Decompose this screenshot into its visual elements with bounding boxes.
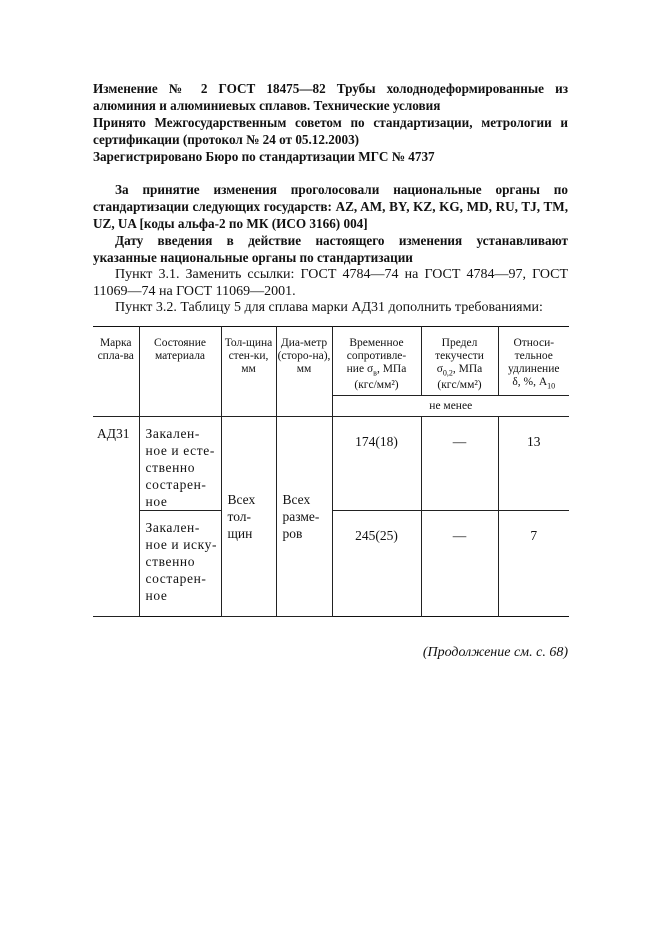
header-condition: Состояние материала	[139, 327, 221, 417]
condition-natural-aged: Закален-ное и есте-ственно состарен-ное	[139, 417, 221, 511]
voting-paragraph: За принятие изменения проголосовали национальные органы по стандартизации следующих государств: AZ, AM, BY, KZ, KG, MD, RU, TJ, TM, UZ, UA [коды альфа-2 по МК (ИСО 3166) 004]	[93, 182, 568, 231]
amendment-title: Изменение № 2 ГОСТ 18475—82 Трубы холоднодеформированные из алюминия и алюминиевых сплавов. Технические условия	[93, 81, 568, 113]
tensile-strength-value: 245(25)	[332, 511, 421, 617]
header-wall-thickness: Тол-щина стен-ки, мм	[221, 327, 276, 417]
continuation-note: (Продолжение см. с. 68)	[422, 645, 568, 660]
elongation-value: 7	[498, 511, 569, 617]
yield-strength-value: —	[421, 417, 498, 511]
introduction-date-paragraph: Дату введения в действие настоящего изменения устанавливают указанные национальные органы по стандартизации	[93, 233, 568, 265]
elongation-value: 13	[498, 417, 569, 511]
header-diameter: Диа-метр (сторо-на), мм	[276, 327, 332, 417]
registered-note: Зарегистрировано Бюро по стандартизации МГС № 4737	[93, 149, 435, 164]
requirements-table	[93, 326, 569, 617]
clause-3-2: Пункт 3.2. Таблицу 5 для сплава марки АД31 дополнить требованиями:	[115, 300, 543, 315]
tensile-strength-value: 174(18)	[332, 417, 421, 511]
header-yield-strength: Предел текучести $\sigma_{0,2}$, МПа (кгс/мм²)	[421, 327, 498, 396]
clause-3-1: Пункт 3.1. Заменить ссылки: ГОСТ 4784—74 на ГОСТ 4784—97, ГОСТ 11069—74 на ГОСТ 11069—2001.	[93, 267, 568, 299]
yield-strength-value: —	[421, 511, 498, 617]
diameter-value: Всех разме-ров	[276, 417, 332, 617]
wall-thickness-value: Всех тол-щин	[221, 417, 276, 617]
header-grade: Марка спла-ва	[93, 327, 139, 417]
alloy-grade: АД31	[93, 417, 139, 617]
accepted-note: Принято Межгосударственным советом по стандартизации, метрологии и сертификации (протокол № 24 от 05.12.2003)	[93, 115, 568, 147]
not-less-label: не менее	[332, 396, 569, 417]
header-elongation: Относи- тельное удлинение δ, %, $А_{10}$	[498, 327, 569, 396]
condition-artificial-aged: Закален-ное и иску-ственно состарен-ное	[139, 511, 221, 617]
header-tensile-strength: Временное сопротивле- ние $\sigma_в$, МПа (кгс/мм²)	[332, 327, 421, 396]
